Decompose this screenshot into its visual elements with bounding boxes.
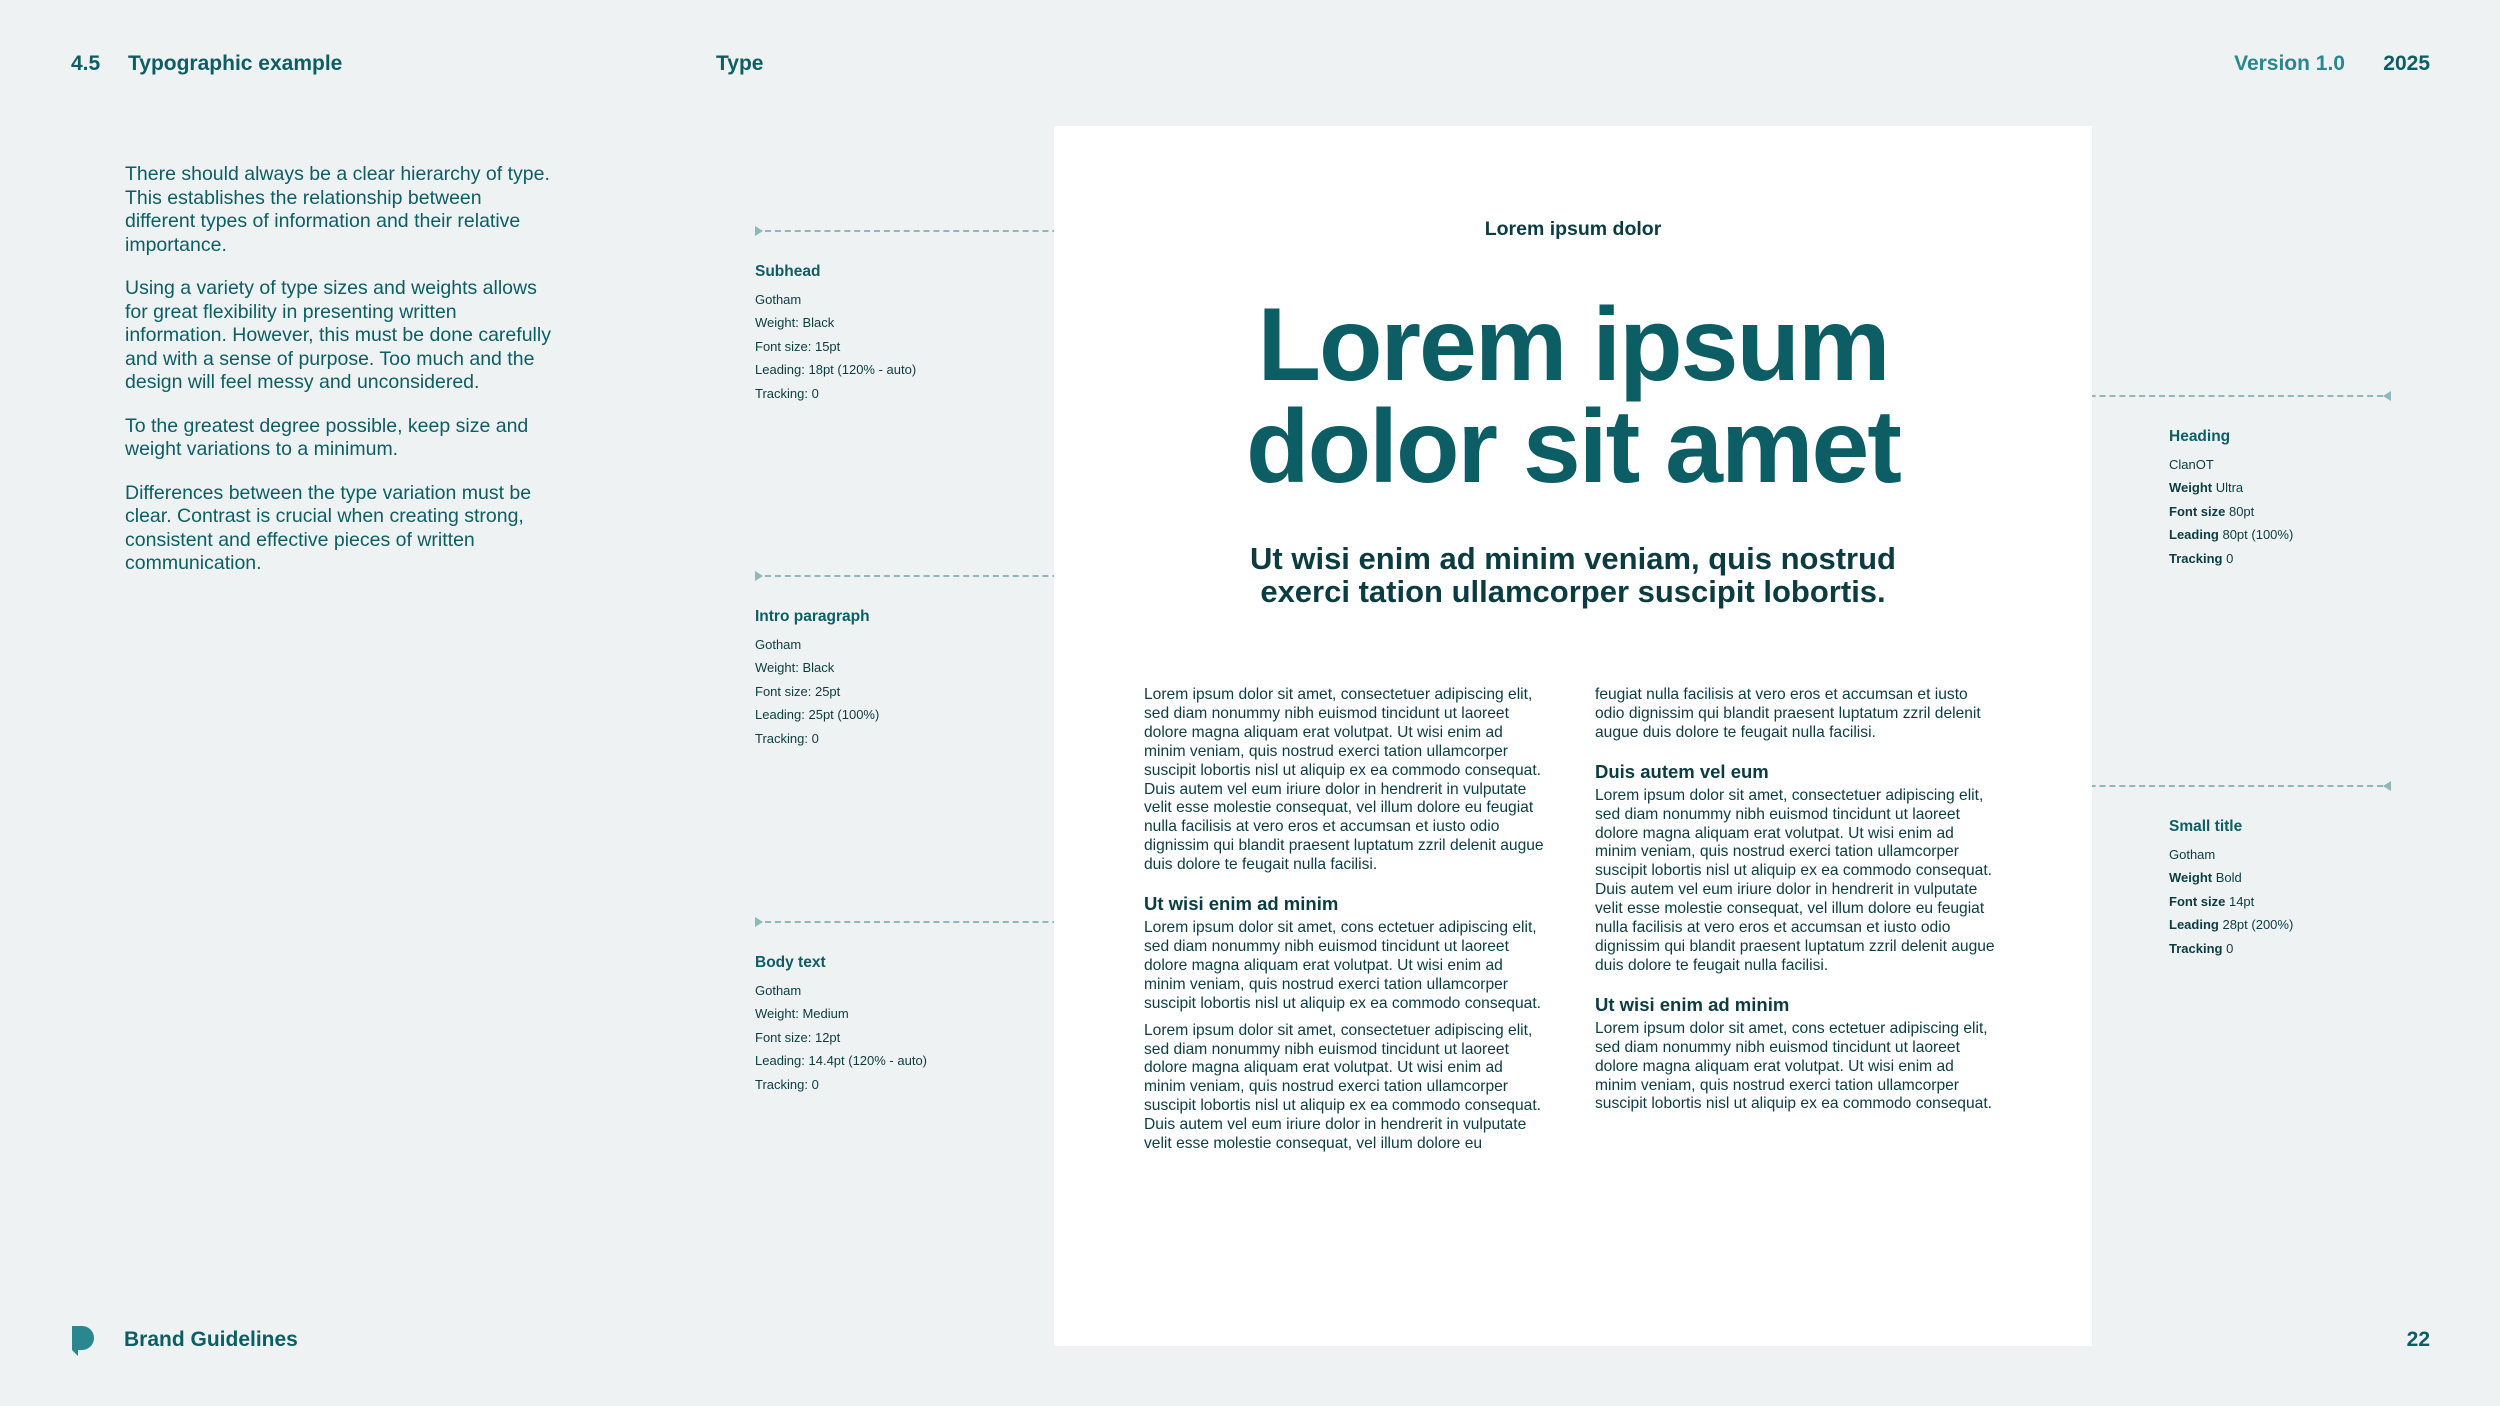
sample-page bbox=[1054, 126, 2092, 1346]
leader-line bbox=[765, 230, 1098, 232]
body-paragraph: Lorem ipsum dolor sit amet, consectetuer adipiscing elit, sed diam nonummy nibh euismod tincidunt ut laoreet dolore magna aliquam erat volutpat. Ut wisi enim ad minim veniam, quis nostrud exerci tation ullamcorper suscipit lobortis nisl ut aliquip ex ea commodo consequat. Duis autem vel eum iriure dolor in hendrerit in vulputate velit esse molestie consequat, vel illum dolore eu feugiat nulla facilisis at vero eros et accumsan et iusto odio dignissim qui blandit praesent luptatum zzril delenit augue duis dolore te feugait nulla facilisi. bbox=[1595, 786, 1995, 974]
arrow-right-icon bbox=[755, 571, 763, 581]
leader-line bbox=[765, 921, 1098, 923]
annotation-title: Heading bbox=[2169, 428, 2231, 445]
subhead-line: exerci tation ullamcorper suscipit lobortis. bbox=[1260, 574, 1886, 609]
annotation-weight: Weight: Medium bbox=[755, 1006, 849, 1021]
annotation-leading: Leading: 25pt (100%) bbox=[755, 707, 880, 722]
annotation-intro-paragraph bbox=[755, 605, 879, 750]
annotation-leading bbox=[2169, 523, 2293, 547]
annotation-size: Font size: 25pt bbox=[755, 683, 841, 699]
brand-mark-icon bbox=[72, 1326, 98, 1356]
leader-line bbox=[2050, 785, 2383, 787]
arrow-right-icon bbox=[755, 226, 763, 236]
annotation-weight bbox=[2169, 866, 2293, 890]
footer-brand: Brand Guidelines bbox=[124, 1328, 298, 1351]
annotation-tracking: Tracking: 0 bbox=[755, 1076, 819, 1092]
annotation-font: Gotham bbox=[755, 291, 802, 307]
annotation-font: Gotham bbox=[755, 982, 802, 998]
annotation-leading: Leading: 18pt (120% - auto) bbox=[755, 362, 917, 377]
arrow-right-icon bbox=[755, 917, 763, 927]
body-paragraph: Lorem ipsum dolor sit amet, cons ectetuer adipiscing elit, sed diam nonummy nibh euismod tincidunt ut laoreet dolore magna aliquam erat volutpat. Ut wisi enim ad minim veniam, quis nostrud exerci tation ullamcorper suscipit lobortis nisl ut aliquip ex ea commodo consequat. bbox=[1144, 919, 1541, 1012]
annotation-font: Gotham bbox=[755, 636, 802, 652]
sample-subhead bbox=[1054, 542, 2092, 608]
sample-headline bbox=[1054, 287, 2092, 505]
intro-paragraph: To the greatest degree possible, keep size and weight variations to a minimum. bbox=[125, 414, 529, 460]
annotation-label: Leading bbox=[2169, 527, 2219, 542]
annotation-font: ClanOT bbox=[2169, 456, 2214, 472]
annotation-title: Subhead bbox=[755, 263, 821, 280]
page-number: 22 bbox=[2406, 1328, 2430, 1351]
intro-paragraph: Using a variety of type sizes and weights allows for great flexibility in presenting written information. However, this must be done carefully and with a sense of purpose. Too much and the design will feel messy and unconsidered. bbox=[125, 277, 551, 393]
annotation-size bbox=[2169, 500, 2293, 524]
annotation-title: Small title bbox=[2169, 818, 2243, 835]
annotation-label: Font size bbox=[2169, 503, 2226, 519]
annotation-weight bbox=[2169, 476, 2293, 500]
small-title: Ut wisi enim ad minim bbox=[1595, 993, 1790, 1015]
annotation-small-title bbox=[2169, 815, 2293, 960]
annotation-tracking: Tracking: 0 bbox=[755, 385, 819, 401]
small-title: Ut wisi enim ad minim bbox=[1144, 893, 1339, 915]
headline-line: Lorem ipsum bbox=[1257, 287, 1889, 403]
arrow-left-icon bbox=[2383, 781, 2391, 791]
annotation-value: 80pt (100%) bbox=[2222, 527, 2294, 542]
annotation-value: 0 bbox=[2226, 940, 2234, 956]
annotation-label: Leading bbox=[2169, 917, 2219, 932]
leader-line bbox=[2050, 395, 2383, 397]
subhead-line: Ut wisi enim ad minim veniam, quis nostrud bbox=[1250, 541, 1896, 576]
annotation-size: Font size: 15pt bbox=[755, 338, 841, 354]
arrow-left-icon bbox=[2383, 391, 2391, 401]
annotation-tracking bbox=[2169, 547, 2293, 571]
annotation-weight: Weight: Black bbox=[755, 660, 835, 675]
annotation-value: 14pt bbox=[2228, 893, 2255, 909]
annotation-title: Intro paragraph bbox=[755, 608, 870, 625]
body-paragraph: Lorem ipsum dolor sit amet, cons ectetuer adipiscing elit, sed diam nonummy nibh euismod tincidunt ut laoreet dolore magna aliquam erat volutpat. Ut wisi enim ad minim veniam, quis nostrud exerci tation ullamcorper suscipit lobortis nisl ut aliquip ex ea commodo consequat. bbox=[1595, 1019, 1992, 1113]
body-column-right bbox=[1595, 686, 1999, 1122]
annotation-label: Font size bbox=[2169, 893, 2226, 909]
version-label: Version 1.0 bbox=[2234, 52, 2345, 75]
intro-paragraph: There should always be a clear hierarchy of type. This establishes the relationship between different types of information and their relative importance. bbox=[125, 163, 550, 256]
body-paragraph: feugiat nulla facilisis at vero eros et accumsan et iusto odio dignissim qui blandit praesent luptatum zzril delenit augue duis dolore te feugait nulla facilisi. bbox=[1595, 686, 1981, 741]
small-title: Duis autem vel eum bbox=[1595, 760, 1769, 782]
section-number: 4.5 bbox=[71, 52, 101, 75]
annotation-leading: Leading: 14.4pt (120% - auto) bbox=[755, 1053, 928, 1068]
sample-kicker: Lorem ipsum dolor bbox=[1484, 218, 1662, 240]
headline-line: dolor sit amet bbox=[1246, 389, 1900, 505]
annotation-size bbox=[2169, 890, 2293, 914]
intro-paragraph: Differences between the type variation must be clear. Contrast is crucial when creating strong, consistent and effective pieces of written communication. bbox=[125, 481, 532, 574]
annotation-value: 0 bbox=[2226, 550, 2234, 566]
annotation-leading bbox=[2169, 913, 2293, 937]
annotation-value: Bold bbox=[2215, 870, 2242, 885]
annotation-value: 80pt bbox=[2228, 503, 2255, 519]
annotation-subhead bbox=[755, 260, 916, 405]
annotation-label: Weight bbox=[2169, 480, 2213, 495]
body-column-left bbox=[1144, 686, 1548, 1162]
annotation-font: Gotham bbox=[2169, 846, 2216, 862]
body-paragraph: Lorem ipsum dolor sit amet, consectetuer adipiscing elit, sed diam nonummy nibh euismod tincidunt ut laoreet dolore magna aliquam erat volutpat. Ut wisi enim ad minim veniam, quis nostrud exerci tation ullamcorper suscipit lobortis nisl ut aliquip ex ea commodo consequat. Duis autem vel eum iriure dolor in hendrerit in vulputate velit esse molestie consequat, vel illum dolore eu feugiat nulla facilisis at vero eros et accumsan et iusto odio dignissim qui blandit praesent luptatum zzril delenit augue duis dolore te feugait nulla facilisi. bbox=[1144, 686, 1544, 874]
year-label: 2025 bbox=[2383, 52, 2430, 75]
annotation-tracking: Tracking: 0 bbox=[755, 730, 819, 746]
annotation-label: Tracking bbox=[2169, 940, 2223, 956]
section-label: Type bbox=[716, 52, 764, 75]
annotation-value: 28pt (200%) bbox=[2222, 917, 2294, 932]
intro-copy bbox=[125, 163, 555, 596]
annotation-tracking bbox=[2169, 937, 2293, 961]
annotation-label: Tracking bbox=[2169, 550, 2223, 566]
annotation-heading bbox=[2169, 425, 2293, 570]
body-paragraph: Lorem ipsum dolor sit amet, consectetuer adipiscing elit, sed diam nonummy nibh euismod tincidunt ut laoreet dolore magna aliquam erat volutpat. Ut wisi enim ad minim veniam, quis nostrud exerci tation ullamcorper suscipit lobortis nisl ut aliquip ex ea commodo consequat. Duis autem vel eum iriure dolor in hendrerit in vulputate velit esse molestie consequat, vel illum dolore eu bbox=[1144, 1021, 1541, 1153]
annotation-body-text bbox=[755, 951, 927, 1096]
page-title: Typographic example bbox=[128, 52, 343, 75]
annotation-title: Body text bbox=[755, 954, 826, 971]
leader-line bbox=[765, 575, 1098, 577]
annotation-size: Font size: 12pt bbox=[755, 1029, 841, 1045]
annotation-value: Ultra bbox=[2215, 480, 2244, 495]
annotation-weight: Weight: Black bbox=[755, 315, 835, 330]
annotation-label: Weight bbox=[2169, 870, 2213, 885]
